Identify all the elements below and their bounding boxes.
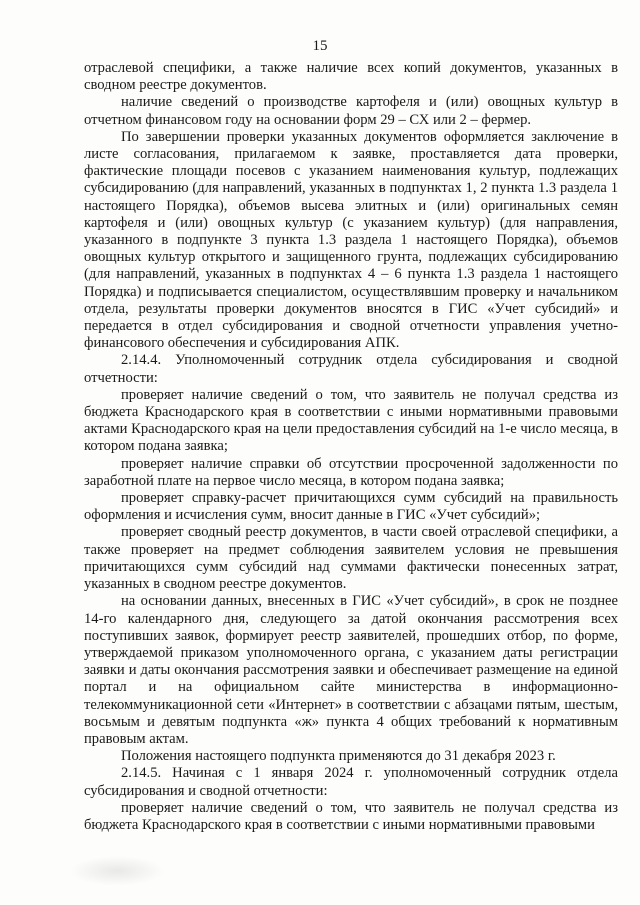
page-number: 15 [312, 38, 328, 54]
paragraph: проверяет справку-расчет причитающихся сумм субсидий на правильность оформления и исчисления сумм, вносит данные в ГИС «Учет субсидий»; [84, 490, 618, 524]
scan-smudge [70, 856, 165, 886]
paragraph: проверяет наличие сведений о том, что заявитель не получал средства из бюджета Краснодарского края в соответствии с иными нормативными правовыми актами Краснодарского края на цели предоставления субсидий на 1-е число месяца, в котором подана заявка; [84, 386, 618, 455]
paragraph: наличие сведений о производстве картофеля и (или) овощных культур в отчетном финансовом году на основании форм 29 – СХ или 2 – фермер. [84, 94, 618, 128]
paragraph: 2.14.4. Уполномоченный сотрудник отдела субсидирования и сводной отчетности: [84, 352, 618, 386]
paragraph: на основании данных, внесенных в ГИС «Учет субсидий», в срок не позднее 14-го календарного дня, следующего за датой окончания рассмотрения всех поступивших заявок, формирует реестр заявителей, прошедших отбор, по форме, утверждаемой приказом уполномоченного органа, с указанием даты регистрации заявки и даты окончания рассмотрения заявки и обеспечивает размещение на единой портал и на официальном сайте министерства в информационно-телекоммуникационной сети «Интернет» в соответствии с абзацами пятым, шестым, восьмым и девятым подпункта «ж» пункта 4 общих требований к нормативным правовым актам. [84, 593, 618, 747]
paragraph: 2.14.5. Начиная с 1 января 2024 г. уполномоченный сотрудник отдела субсидирования и сводной отчетности: [84, 765, 618, 799]
paragraph: По завершении проверки указанных документов оформляется заключение в листе согласования, прилагаемом к заявке, проставляется дата проверки, фактические площади посевов с указанием наименования культур, подлежащих субсидированию (для направлений, указанных в подпунктах 1, 2 пункта 1.3 раздела 1 настоящего Порядка), объемов высева элитных и (или) оригинальных семян картофеля и (или) овощных культур (с указанием культур) (для направления, указанного в подпункте 3 пункта 1.3 раздела 1 настоящего Порядка), объемов овощных культур открытого и защищенного грунта, подлежащих субсидированию (для направлений, указанных в подпунктах 4 – 6 пункта 1.3 раздела 1 настоящего Порядка) и подписывается специалистом, осуществлявшим проверку и начальником отдела, результаты проверки документов вносятся в ГИС «Учет субсидий» и передается в отдел субсидирования и сводной отчетности управления учетно-финансового обеспечения и субсидирования АПК. [84, 128, 618, 352]
paragraph: отраслевой специфики, а также наличие всех копий документов, указанных в сводном реестре документов. [84, 60, 618, 94]
paragraph: проверяет сводный реестр документов, в части своей отраслевой специфики, а также проверяет на предмет соблюдения заявителем условия не превышения причитающихся сумм субсидий над суммами фактически понесенных затрат, указанных в сводном реестре документов. [84, 524, 618, 593]
paragraph: проверяет наличие справки об отсутствии просроченной задолженности по заработной плате на первое число месяца, в котором подана заявка; [84, 455, 618, 489]
paragraph: проверяет наличие сведений о том, что заявитель не получал средства из бюджета Краснодарского края в соответствии с иными нормативными правовыми [84, 799, 618, 833]
paragraph: Положения настоящего подпункта применяются до 31 декабря 2023 г. [121, 748, 556, 765]
document-body [84, 60, 618, 834]
